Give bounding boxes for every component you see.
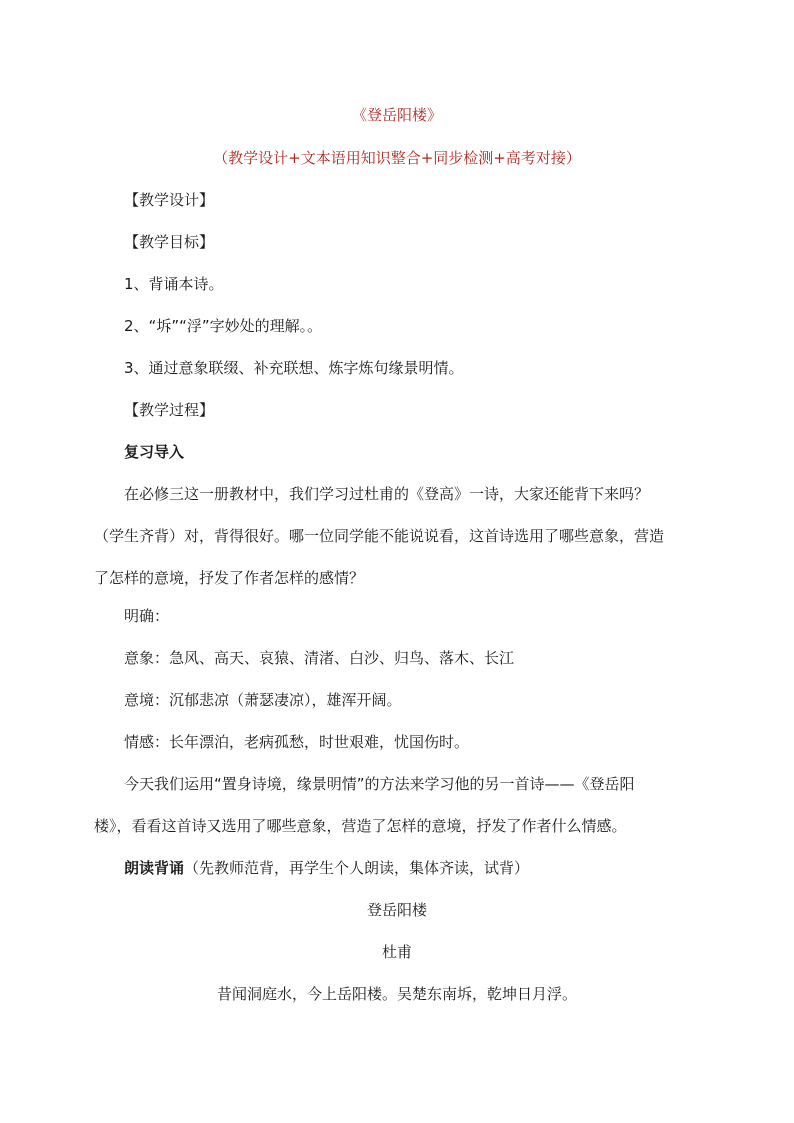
section-heading-goals: 【教学目标】 — [124, 233, 215, 251]
poem-author: 杜甫 — [381, 943, 412, 961]
mood-line: 意境：沉郁悲凉（萧瑟凄凉），雄浑开阔。 — [124, 691, 402, 709]
review-heading: 复习导入 — [124, 443, 185, 461]
recite-heading: 朗读背诵 — [124, 859, 185, 877]
emotion-line: 情感：长年漂泊，老病孤愁，时世艰难，忧国伤时。 — [124, 733, 470, 751]
review-paragraph-line-1: 在必修三这一册教材中，我们学习过杜甫的《登高》一诗，大家还能背下来吗？ — [124, 485, 650, 503]
poem-title: 登岳阳楼 — [366, 901, 427, 919]
clarify-label: 明确： — [124, 607, 170, 625]
section-heading-process: 【教学过程】 — [124, 401, 215, 419]
review-paragraph-line-2: （学生齐背）对，背得很好。哪一位同学能不能说说看，这首诗选用了哪些意象，营造 — [94, 527, 665, 545]
section-heading-design: 【教学设计】 — [124, 191, 215, 209]
review-paragraph-line-3: 了怎样的意境，抒发了作者怎样的感情？ — [94, 569, 365, 587]
document-title: 《登岳阳楼》 — [351, 106, 442, 124]
recite-paragraph — [124, 858, 529, 878]
imagery-line: 意象：急风、高天、哀猿、清渚、白沙、归鸟、落木、长江 — [124, 649, 515, 667]
goal-item-3: 3、通过意象联缀、补充联想、炼字炼句缘景明情。 — [124, 359, 464, 377]
today-paragraph-line-1: 今天我们运用“置身诗境，缘景明情”的方法来学习他的另一首诗——《登岳阳 — [124, 775, 635, 793]
today-paragraph-line-2: 楼》，看看这首诗又选用了哪些意象，营造了怎样的意境，抒发了作者什么情感。 — [94, 817, 627, 835]
poem-line-1: 昔闻洞庭水，今上岳阳楼。吴楚东南坼，乾坤日月浮。 — [216, 985, 577, 1003]
goal-item-2: 2、“坼”“浮”字妙处的理解。。 — [124, 317, 323, 335]
document-subtitle: （教学设计+文本语用知识整合+同步检测+高考对接） — [213, 149, 581, 167]
recite-note: （先教师范背，再学生个人朗读，集体齐读，试背） — [184, 859, 530, 877]
goal-item-1: 1、背诵本诗。 — [124, 275, 224, 293]
